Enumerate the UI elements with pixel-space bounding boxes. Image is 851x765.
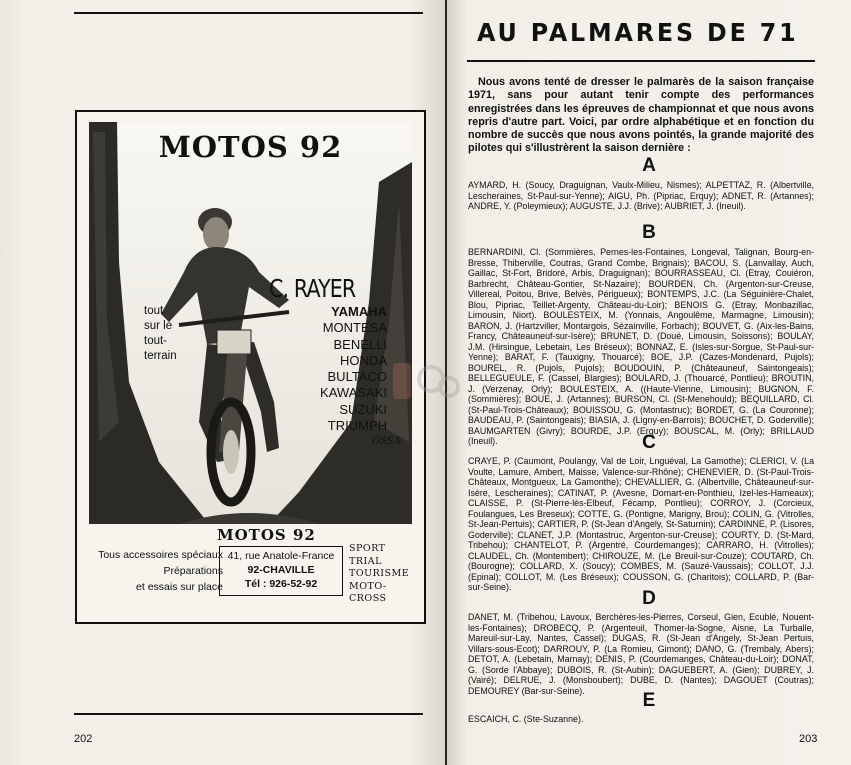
watermark-logo xyxy=(391,357,461,407)
ad-sub-brand: MOTOS 92 xyxy=(217,526,316,544)
tagline-line: tout xyxy=(144,305,164,317)
brand-item: TRIUMPH xyxy=(327,418,387,434)
brand-item: BULTACO xyxy=(327,369,387,385)
section-letter-b: B xyxy=(642,222,656,243)
right-page xyxy=(447,0,851,765)
brand-item: KAWASAKI xyxy=(320,385,387,401)
intro-paragraph: Nous avons tenté de dresser le palmarès de la saison française 1971, sans pour autant tenir compte des performances enregistrées dans les épreuves de championnat et que nous avons repris d'autre part. Voici, par ordre alphabétique et en fonction du nombre de succès que nous avons pointés, la grande majorité des pilotes qui s'illustrèrent la saison dernière : xyxy=(468,76,814,155)
address-phone: Tél : 926-52-92 xyxy=(244,578,318,590)
discipline-item: TRIAL xyxy=(349,555,382,567)
service-line: et essais sur place xyxy=(136,581,223,593)
brand-item: SUZUKI xyxy=(339,401,387,417)
section-letter-d: D xyxy=(642,588,656,609)
section-letter-c: C xyxy=(642,432,656,453)
tagline-line: terrain xyxy=(144,350,177,362)
section-entries-c: CRAYE, P. (Caumont, Poulangy, Val de Loir, Lnguéval, La Gamothe); CLERICI, V. (La Voulte, Lamure, Ambert, Maisse, Valence-sur-Rhône); CHENEVIER, D. (St-Paul-Trois-Châteaux, Montgueux, La Gamonthe); CHEVALLIER, G. (Albertville, Châteauneuf-sur-Isère, Lescheraines); CATINAT, P. (Avesne, Domart-en-Ponthieu, Izel-les-Hameaux); CLAISSE, P. (St-Pierre-lès-Elbeuf, Fécamp, Pontlieu); CORROY, J. (Corcieux, Foulangues, Les Breseux); COTTE, G. (Pontigne, Marigny, Brou); COLIN, G. (Vitrolles, St-Jean-Pertuis); CARTIER, P. (St-Jean d'Angely, St-Saturnin); CARDINNE, P. (Lisores, Goderville); CLANET, J.P. (Montastruc, Argenton-sur-Creuse); COURTY, D. (St-Mard, Tribehou); CHANTELOT, P. (Argentré, Courdemanges); CARRARO, H. (Vitrolles); CLAUDEL, Ch. (Montembert); CHIROUZE, M. (Le Breuil-sur-Couze); COUTARD, Ch. (Bourogne); COLLARD, X. (Soucy); COMBES, M. (Sauzé-Vaussais); COLLOT, J.J. (Epinal); COLLOT, M. (Les Bréseux); COUSSON, G. (Charitois); COLLARD, P. (Bar-sur-Seine). xyxy=(468,456,814,592)
disciplines-list xyxy=(349,543,424,606)
section-entries-e: ESCAICH, C. (Ste-Suzanne). xyxy=(468,714,584,724)
page-title: AU PALMARES DE 71 xyxy=(477,18,799,47)
brand-list xyxy=(89,304,401,451)
service-line: Tous accessoires spéciaux xyxy=(98,549,223,561)
discipline-item: TOURISME xyxy=(349,568,410,579)
address-city: 92-CHAVILLE xyxy=(247,564,315,576)
discipline-item: SPORT xyxy=(349,543,386,554)
section-entries-d: DANET, M. (Tribehou, Lavoux, Berchères-les-Pierres, Corseul, Gien, Ecublé, Nouent-les-Fontaines); DROBECQ, P. (Argenteuil, Thomer-la-Sogne, Aisne, La Turballe, Mareuil-sur-Lay, Nantes, Cassel); DUGAS, R. (St-Jean d'Angely, St-Jean Pertuis, Villars-sous-Ecot); DARROUY, P. (La Romieu, Gimont); DANO, G. (Trembaly, Abers); DETOT, A. (Lebetain, Marnay); DENIS, P. (Courdemanges, Château-du-Loir); DONAT, G. (Sorde l'Abbaye); DUBOIS, R. (St-Aubin); DAGUEBERT, A. (Gien); DUBREY, J. (Vairé); DELRUE, J. (Monsboubert); DUBE, D. (Nantes); DAGOUET (Coutras); DEMOUREY (Bar-sur-Seine). xyxy=(468,612,814,696)
advertisement xyxy=(75,110,426,624)
service-line: Préparations xyxy=(163,565,223,577)
section-entries-a: AYMARD, H. (Soucy, Draguignan, Vaulx-Milieu, Nismes); ALPETTAZ, R. (Albertville, Lescheraines, St-Paul-sur-Yenne); AIGU, Ph. (Pipriac, Erquy); ADNET, R. (Artannes); ANDRE, Y. (Poleymieux); AUGUSTE, J.J. (Brive); AUBRIET, J. (Ineuil). xyxy=(468,180,814,211)
tagline-line: tout- xyxy=(144,335,168,347)
address-box xyxy=(219,546,343,596)
section-letter-a: A xyxy=(642,155,656,176)
ad-brand-logo: MOTOS 92 xyxy=(158,130,343,164)
title-rule xyxy=(467,60,815,62)
discipline-item: MOTO-CROSS xyxy=(349,580,387,604)
bottom-rule xyxy=(74,713,423,715)
ad-services xyxy=(83,547,223,595)
brand-item: MONTESA xyxy=(322,320,387,336)
tagline-line: sur le xyxy=(144,320,173,332)
address-street: 41, rue Anatole-France xyxy=(227,550,335,562)
brand-item: YAMAHA xyxy=(331,304,387,319)
brand-item: BENELLI xyxy=(333,336,387,352)
brand-item: HONDA xyxy=(340,352,387,368)
page-number: 202 xyxy=(74,733,93,745)
top-rule xyxy=(74,12,423,14)
section-letter-e: E xyxy=(642,690,656,711)
page-number: 203 xyxy=(799,733,818,745)
dealer-name: C. RAYER xyxy=(269,274,356,303)
section-entries-b: BERNARDINI, Cl. (Sommières, Pernes-les-Fontaines, Longeval, Talignan, Bourg-en-Bresse, Thiberville, Coutras, Grand Combe, Brignais); BACOU, S. (Lanvallay, Auch, Gaillac, St-Fort, Bridoré, Arbis, Draguignan); BOURRASSEAU, Cl. (Etray, Couiéron, Barbrecht, Château-Gontier, St-Nazaire); BOURDEN, Ch. (Argenton-sur-Creuse, Villereal, Poitou, Brive, Belvès, Périgueux); BONTEMPS, J.C. (La Séguinière-Chalet, Blou, Pipriac, Teillet-Argenty, Château-du-Loir); BENOIS G. (Etray, Monbazillac, Limousin, Niort). BOULESTEIX, M. (Yonnais, Angoulême, Marmagne, Limousin); BARON, J. (Hartzviller, Montargois, Sézainville, Forbach); BOUVET, G. (Aix-les-Bains, Francy, Châteauneuf-sur-Isère); BRUNET, D. (Doué, Limousin, Soissons); BOULAY, J.M. (Hirsingue, Lebetain, Les Bréseux); BONNAZ, E. (Isles-sur-Sorgue, St-Paul-sur-Yenne); BARAT, F. (Tauxigny, Thouarcé); BOE, J.P. (Cazes-Mondenard, Pujols); BOUREL, R. (Pujols, Pujols); BOUDOUIN, P. (Châteauneuf, Saintongeais); BELLEGUEULE, F. (Cassel, Blargies); BOULARD, J. (Thouarcé, Pontlieu); BROUTIN, J. (Verzenay, Orly); BOULESTEIX, A. ((Haute-Vienne, Limousin); BUGNON, F. (Sommières); BOUE, J. (Artannes); BURSON, Cl. (St-Menehould); BEQUILLARD, Cl. (St-Paul-Trois-Châteaux); BOUISSOU, G. (Montastruc); BORDET, G. (La Couronne); BAUDEAU, P. (Saintongeais); BIASIA, J. (Ligny-en-Barrois); BOUCHET, D. Goderville); BAUMGARTEN (Givry); BOURDE, J.P. (Erquy); BOUSCAL, M. (Orly); BRILLAUD (Ineuil). xyxy=(468,247,814,446)
ad-photo xyxy=(89,122,412,524)
brand-item: OSSA xyxy=(372,436,401,448)
